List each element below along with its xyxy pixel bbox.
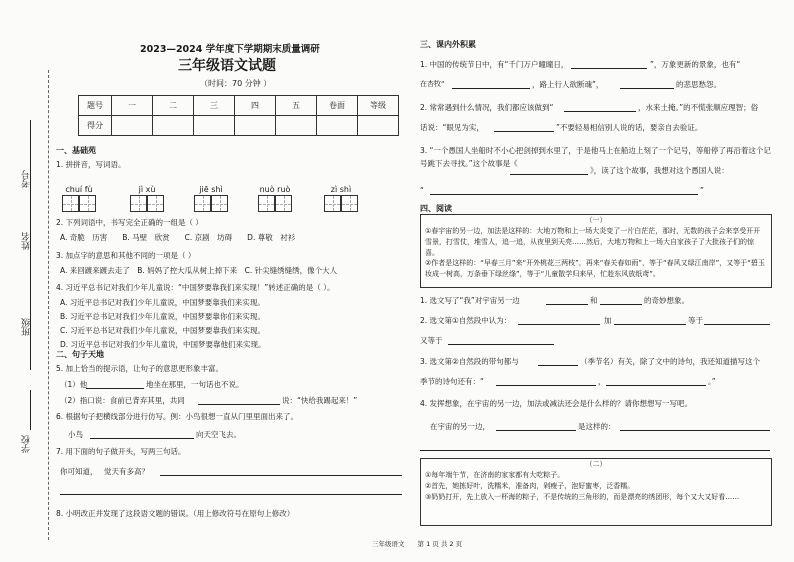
r-read-q4: 4. 发挥想象，在宇宙的另一边，加法或减法还会是什么样的？请你想想写一写吧。 — [420, 399, 693, 408]
r-read-q2-c: 等于 — [688, 316, 703, 325]
r-q2-b: ，水来土掩。”的不慌张顺应理智；俗 — [638, 103, 759, 112]
r-read-q4-blank-2[interactable] — [620, 430, 770, 431]
r-read-q3-blank-2[interactable] — [496, 385, 596, 386]
r-q1-b: ”，万象更新的景象，也有“ — [650, 60, 741, 69]
score-header-cell: 二 — [153, 96, 194, 116]
writing-cell[interactable] — [275, 195, 292, 212]
r-read-q4-suffix: 是这样的： — [578, 422, 616, 431]
r-read-q3-a: 3. 选文第②自然段的带句都与 — [420, 357, 519, 366]
q7-blank-2[interactable] — [60, 494, 402, 495]
q5-2-suffix: 说：“快给我踢起来！” — [282, 396, 358, 405]
pinyin-label: zì shì — [330, 185, 352, 194]
writing-cell[interactable] — [258, 195, 275, 212]
q3-options: A. 来回踱来踱去走了 B. 妈妈了控大瓜从树上掉下来 C. 针尖缝绣缝绣，像个大人 — [60, 266, 338, 275]
q6-prefix: 小鸟 — [68, 430, 83, 439]
q6-suffix: 向天空飞去。 — [196, 430, 241, 439]
q5-1-blank[interactable] — [86, 388, 144, 389]
q3-text: 3. 加点字的意思和其他不同的一项是（ ） — [56, 251, 196, 260]
q7-blank-1[interactable] — [160, 475, 402, 476]
q4-option-b: B. 习近平总书记对我们少年儿童说，中国梦要靠你们来实现。 — [60, 312, 265, 321]
reading-passage-2 — [420, 458, 772, 526]
section-reading-title: 四、阅读 — [420, 204, 452, 213]
pinyin-label: nuò ruò — [259, 185, 291, 194]
q5-1-suffix: 地坐在那里，一句话也不说。 — [146, 380, 244, 389]
q6-text: 6. 根据句子把横线部分进行仿写。例：小鸟很想一直从门里里面出来了。 — [56, 412, 299, 421]
r-read-q2-blank-2[interactable] — [614, 324, 686, 325]
q5-2-prefix: （2）指口说：食前已背弃其里，共同 — [60, 396, 185, 405]
q5-text: 5. 加上恰当的提示语，让句子的意思更形象丰富。 — [56, 364, 224, 373]
passage-1-para-2: ②作者是这样的：“早春三月”来“开外桃花三两枝”，再来“春关春如雨”，等于“春风又绿江南岸”，又等于“碧玉妆成一树高，万条垂下绿丝绦”，等于“儿童散学归来早，忙趁东风放纸鸢”。 — [425, 259, 765, 279]
r-read-q1-blank-2[interactable] — [600, 304, 642, 305]
q4-text: 4. 习近平总书记对我们少年儿童说：“中国梦要靠我们来实现！”转述正确的是（ ）。 — [56, 283, 335, 292]
r-read-q2-b: 加 — [604, 316, 612, 325]
section-accumulation-title: 三、课内外积累 — [420, 40, 476, 49]
r-read-q3-e: 。” — [708, 377, 716, 386]
r-q3-blank-1[interactable] — [510, 174, 588, 175]
r-read-q2-a: 2. 选文第①自然段中认为： — [420, 316, 512, 325]
writing-cell[interactable] — [194, 195, 211, 212]
score-input-cell[interactable] — [194, 116, 235, 136]
r-read-q1-b: 和 — [590, 296, 598, 305]
q8-text: 8. 小明改正并发现了这段语文题的错误。（用上修改符号在原句上修改） — [56, 509, 295, 518]
r-read-q4-blank-3[interactable] — [420, 450, 770, 451]
passage-2-para-1: ①每年端午节，在济南的家家都有大吃粽子。 — [425, 470, 565, 479]
school-line — [30, 390, 31, 430]
passage-2-para-3: ③奶奶打开，先上放入一杯海的粽子，不是传统的三角形的，而是漂亮的绣团形，每个又大又好看…… — [425, 492, 740, 501]
q4-option-c: C. 习近平总书记对我们少年儿童说，中国梦要靠我们来实现。 — [60, 326, 266, 335]
r-read-q3-b: （季节名）有关，除了文中的诗句，我还知道描写这个 — [580, 357, 760, 366]
pinyin-group — [62, 185, 96, 212]
r-q1-prefix: 在杏牧“ — [420, 80, 445, 88]
score-input-cell[interactable] — [235, 116, 276, 136]
q5-2-blank[interactable] — [198, 404, 280, 405]
r-q3-b: 》，读了这个故事，我想对这个愚国人说： — [590, 166, 729, 175]
q4-option-a: A. 习近平总书记对我们少年儿童说，中国梦要靠我们来实现。 — [60, 298, 265, 307]
passage-2-para-2: ②首先，她拣好叶，洗糯米，准备肉，剁瘦子，泡好蜜枣，泛香糯。 — [425, 481, 635, 490]
exam-time: （时间：70 分钟 ） — [200, 79, 272, 88]
page-footer: 三年级语文 第 1 页 共 2 页 — [372, 540, 463, 548]
binding-label-exam-no: 考号 — [22, 170, 32, 188]
r-q2-blank-2[interactable] — [494, 131, 554, 132]
score-input-cell[interactable] — [276, 116, 317, 136]
section-sentences-title: 二、句子天地 — [56, 350, 104, 359]
r-q1-blank-1[interactable] — [571, 68, 647, 69]
pinyin-label: chuí fù — [65, 185, 93, 194]
r-read-q3-blank-1[interactable] — [538, 365, 578, 366]
r-read-q4-prefix: 在宇宙的另一边， — [430, 422, 490, 431]
r-q3-a: 3. “一个愚国人坐船时不小心把剑掉到水里了，于是他马上在船边上刻了一个记号，等船停了再沿着这个记号跳下去寻找。”这个故事是《 — [420, 146, 771, 168]
r-q2-blank-1[interactable] — [564, 111, 636, 112]
pinyin-label: jì xù — [138, 185, 156, 194]
passage-2-number: （二） — [585, 460, 607, 468]
r-q2-a: 2. 常常遇到什么情况，我们都应该做到“ — [420, 103, 554, 112]
writing-cell[interactable] — [79, 195, 96, 212]
q7-suffix: 觉天有多高？ — [104, 467, 149, 476]
writing-cell[interactable] — [341, 195, 358, 212]
pinyin-label: jiē shì — [199, 185, 223, 194]
pinyin-group — [324, 185, 358, 212]
r-read-q4-blank-1[interactable] — [496, 430, 576, 431]
q1-text: 1. 拼拼音，写词语。 — [56, 160, 126, 169]
r-q3-blank-2[interactable] — [430, 194, 698, 195]
pinyin-group — [130, 185, 164, 212]
r-read-q2-blank-4[interactable] — [448, 344, 554, 345]
r-q1-blank-2[interactable] — [452, 88, 530, 89]
binding-label-school: 学校 — [22, 435, 32, 453]
exam-title: 2023—2024 学年度下学期期末质量调研 — [140, 44, 320, 55]
q7-prefix: 你可知道， — [60, 467, 98, 476]
score-table — [78, 95, 399, 136]
binding-label-class: 班级 — [22, 318, 32, 336]
passage-1-para-1: ①春宇宙的另一边，加法是这样的：大地万物和上一场大炎变了一片白茫茫，那时，无数的孩子会来享受开开雪景，打雪仗，堆雪人，追一追，从夜里到天亮……然后，大地万物和上一场大自家孩子了大批孩子们的惊喜。 — [425, 226, 761, 257]
r-q1-c: ，路上行人欲断魂”， — [532, 80, 604, 89]
r-read-q1-a: 1. 选文写了“我”对宇宙另一边 — [420, 296, 520, 305]
r-q2-d: ”不要轻易相信别人说的话，要亲自去验证。 — [556, 123, 703, 132]
writing-cell[interactable] — [147, 195, 164, 212]
r-read-q2-d: 又等于 — [420, 336, 443, 345]
binding-fill-line — [30, 120, 31, 370]
q7-text: 7. 用下面的句子做开头，写两三句话。 — [56, 447, 186, 456]
score-input-cell[interactable] — [317, 116, 358, 136]
pinyin-group — [258, 185, 292, 212]
r-q1-d: 的悲思愁怨。 — [676, 80, 721, 89]
r-read-q3-blank-3[interactable] — [606, 385, 706, 386]
passage-1-number: （一） — [585, 216, 607, 224]
r-read-q1-c: 的奇妙想象。 — [644, 296, 689, 305]
exam-subject: 三年级语文试题 — [178, 58, 276, 74]
r-read-q1-blank-1[interactable] — [546, 304, 588, 305]
score-header-cell: 等级 — [358, 96, 399, 116]
r-read-q2-blank-1[interactable] — [518, 324, 600, 325]
q4-option-d: D. 习近平总书记对我们少年儿童说，中国梦要靠他们来实现。 — [60, 340, 266, 349]
score-header-cell: 五 — [276, 96, 317, 116]
score-header-cell: 卷面 — [317, 96, 358, 116]
score-input-cell[interactable] — [112, 116, 153, 136]
r-read-q3-d: ， — [598, 377, 606, 386]
binding-label-name: 姓名 — [22, 232, 32, 250]
q6-blank[interactable] — [90, 438, 194, 439]
writing-cell[interactable] — [130, 195, 147, 212]
pinyin-group — [194, 185, 228, 212]
writing-cell[interactable] — [211, 195, 228, 212]
r-q3-d: ” — [700, 186, 704, 195]
score-header-cell: 题号 — [79, 96, 112, 116]
score-input-cell[interactable] — [153, 116, 194, 136]
q5-1-prefix: （1）他 — [60, 380, 88, 389]
score-header-cell: 一 — [112, 96, 153, 116]
score-header-cell: 四 — [235, 96, 276, 116]
r-read-q3-c: 季节的诗句还有：“ — [420, 377, 484, 386]
score-header-cell: 三 — [194, 96, 235, 116]
q2-options: A. 奇脆 历害 B. 马壁 欣赏 C. 京剧 坊碍 D. 尊敬 衬衫 — [60, 233, 296, 242]
q2-text: 2. 下列词语中，书写完全正确的一组是（ ） — [56, 218, 203, 227]
r-q2-c: 话说：“眼见为实， — [420, 123, 484, 132]
section-basics-title: 一、基础苑 — [56, 146, 96, 155]
writing-cell[interactable] — [62, 195, 79, 212]
writing-cell[interactable] — [324, 195, 341, 212]
reading-passage-1 — [420, 214, 772, 288]
r-q1-a: 1. 中国的传统节日中，有“千门万户曈曈日， — [420, 60, 569, 69]
score-row-label: 得分 — [79, 116, 112, 136]
r-q1-blank-3[interactable] — [620, 88, 674, 89]
score-input-cell[interactable] — [358, 116, 399, 136]
binding-line — [48, 70, 49, 540]
r-read-q2-blank-3[interactable] — [704, 324, 770, 325]
r-q3-c: “ — [420, 186, 424, 195]
